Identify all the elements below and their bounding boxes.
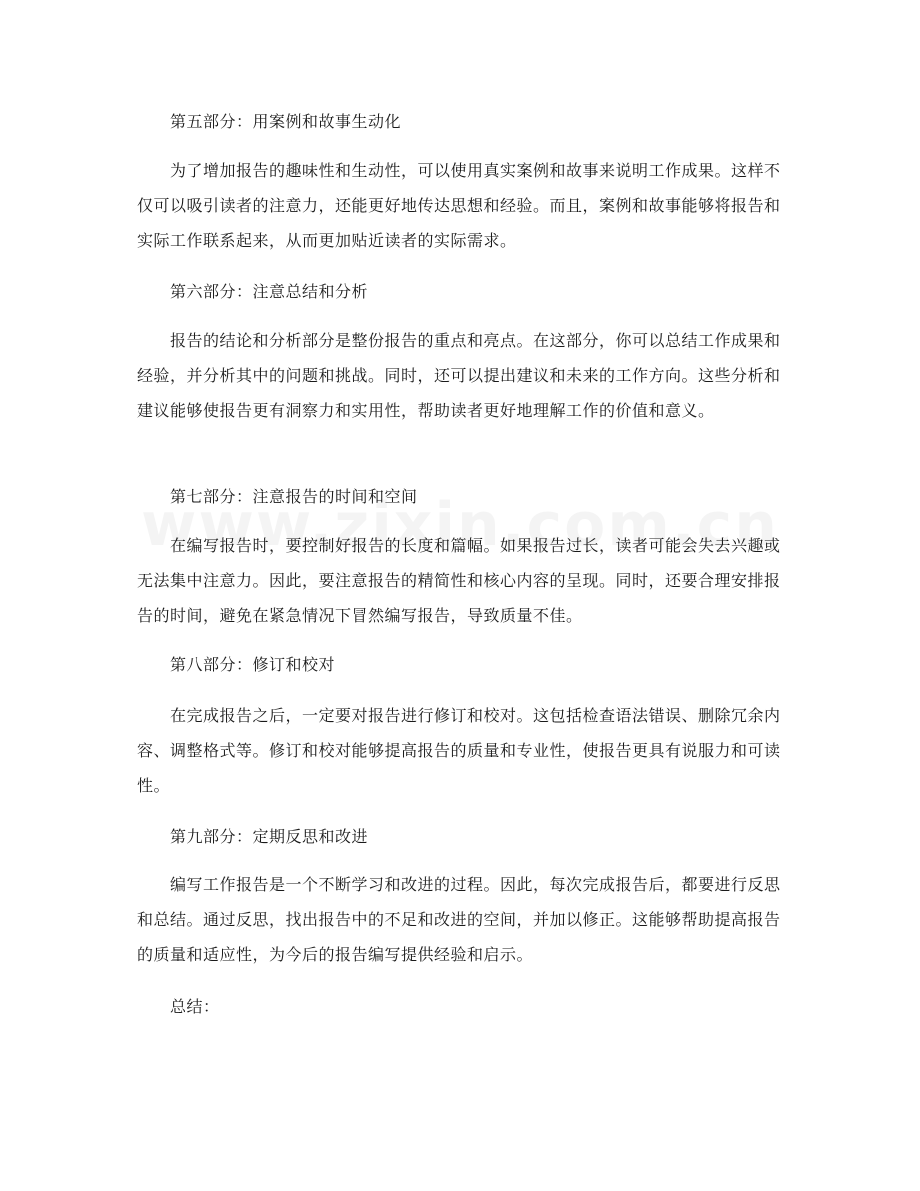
section-9-body: 编写工作报告是一个不断学习和改进的过程。因此，每次完成报告后，都要进行反思和总结。通过反思，找出报告中的不足和改进的空间，并加以修正。这能够帮助提高报告的质量和适应性，为今后的报告编写提供经验和启示。	[137, 875, 781, 964]
section-8-body: 在完成报告之后，一定要对报告进行修订和校对。这包括检查语法错误、删除冗余内容、调整格式等。修订和校对能够提高报告的质量和专业性，使报告更具有说服力和可读性。	[137, 706, 781, 795]
section-6-heading: 第六部分：注意总结和分析	[170, 282, 369, 301]
section-5-body: 为了增加报告的趣味性和生动性，可以使用真实案例和故事来说明工作成果。这样不仅可以吸引读者的注意力，还能更好地传达思想和经验。而且，案例和故事能够将报告和实际工作联系起来，从而更加贴近读者的实际需求。	[137, 161, 781, 250]
section-5-heading: 第五部分：用案例和故事生动化	[170, 112, 402, 131]
section-7-heading: 第七部分：注意报告的时间和空间	[170, 487, 418, 506]
summary-heading: 总结：	[170, 997, 220, 1016]
section-7-body: 在编写报告时，要控制好报告的长度和篇幅。如果报告过长，读者可能会失去兴趣或无法集中注意力。因此，要注意报告的精简性和核心内容的呈现。同时，还要合理安排报告的时间，避免在紧急情况下冒然编写报告，导致质量不佳。	[137, 536, 781, 625]
section-8-heading: 第八部分：修订和校对	[170, 655, 336, 674]
section-9-heading: 第九部分：定期反思和改进	[170, 827, 369, 846]
section-6-body: 报告的结论和分析部分是整份报告的重点和亮点。在这部分，你可以总结工作成果和经验，并分析其中的问题和挑战。同时，还可以提出建议和未来的工作方向。这些分析和建议能够使报告更有洞察力和实用性，帮助读者更好地理解工作的价值和意义。	[137, 331, 781, 420]
